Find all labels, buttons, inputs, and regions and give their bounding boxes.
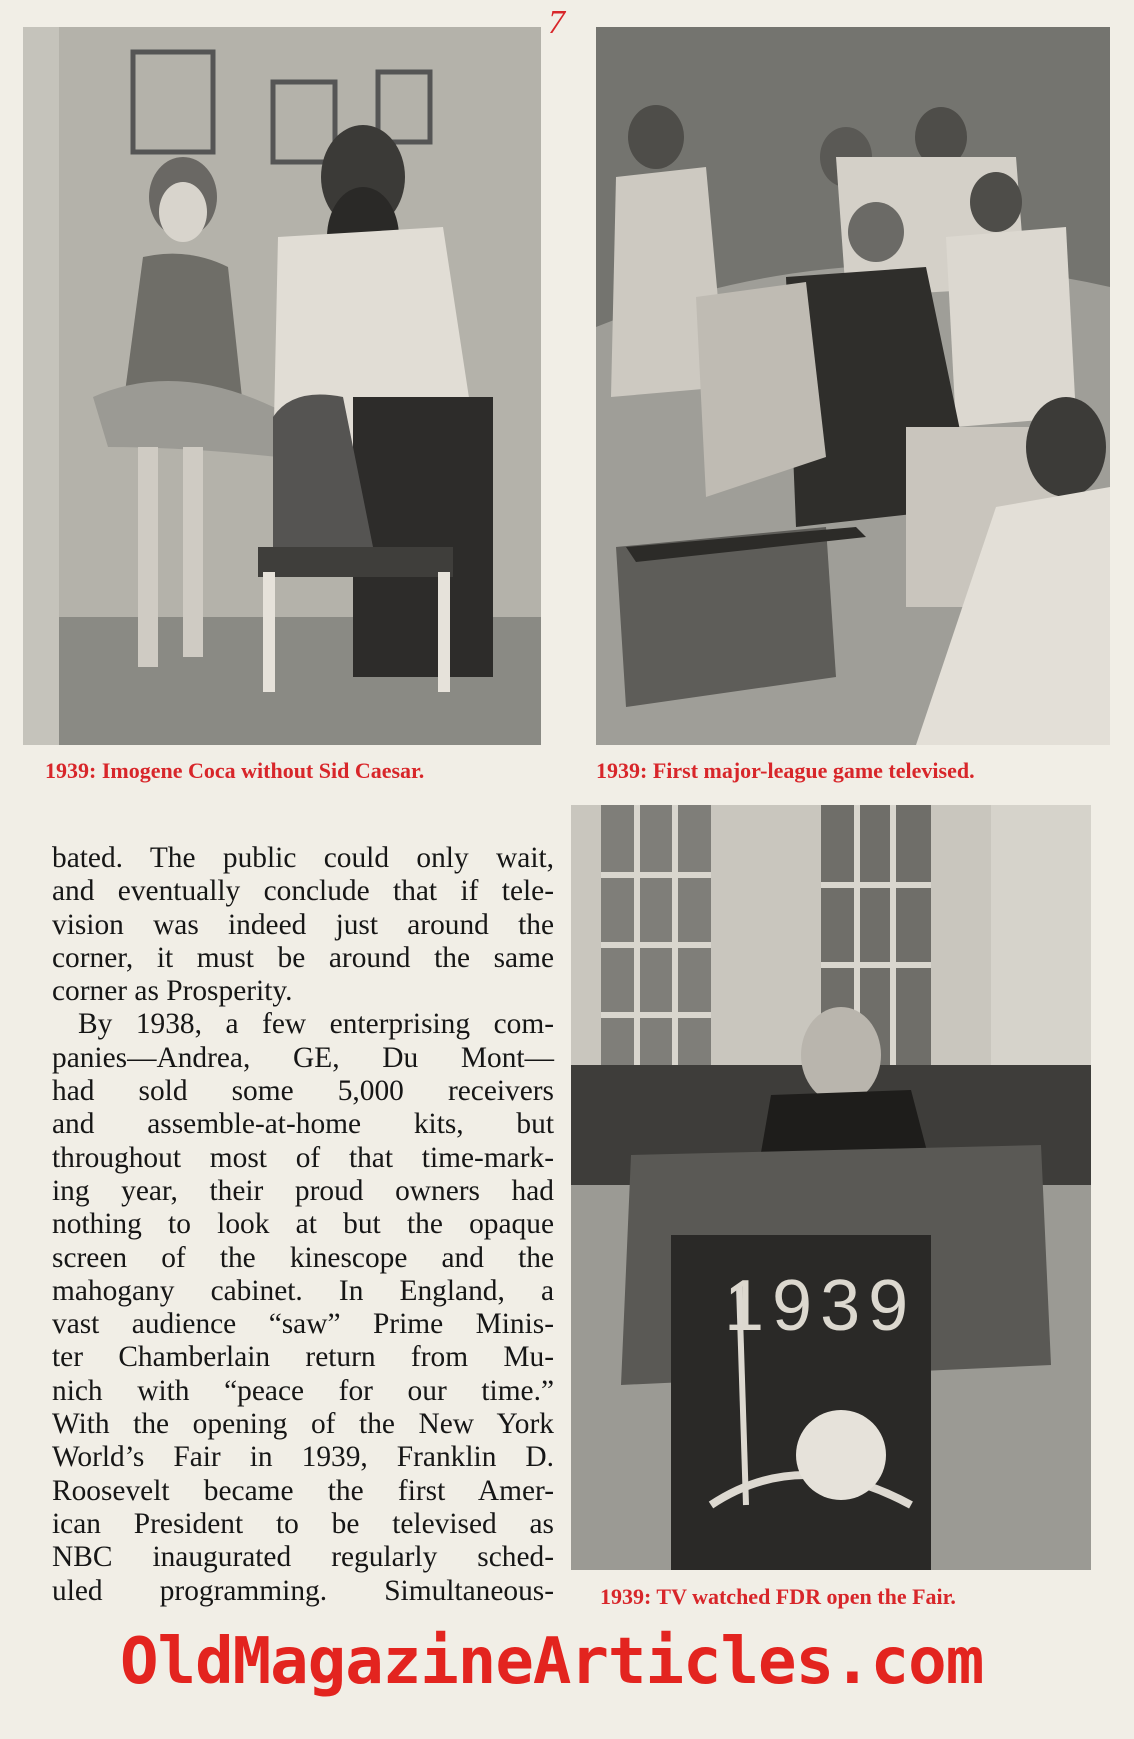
- article-line: With the opening of the New York: [52, 1408, 554, 1441]
- podium-year: 1939: [724, 1266, 917, 1346]
- page-number: 7: [548, 4, 565, 41]
- article-line: corner, it must be around the same: [52, 941, 554, 974]
- article-line: Roosevelt became the first Amer-: [52, 1474, 554, 1507]
- article-line: and eventually conclude that if tele-: [52, 875, 554, 908]
- photo-fdr-worlds-fair: [571, 805, 1091, 1570]
- article-line: screen of the kinescope and the: [52, 1241, 554, 1274]
- article-line: nothing to look at but the opaque: [52, 1208, 554, 1241]
- article-line: NBC inaugurated regularly sched-: [52, 1541, 554, 1574]
- site-watermark: OldMagazineArticles.com: [120, 1625, 984, 1699]
- article-line: nich with “peace for our time.”: [52, 1374, 554, 1407]
- photo-imogene-coca: [23, 27, 541, 745]
- article-line: By 1938, a few enterprising com-: [78, 1008, 554, 1041]
- caption-fdr: 1939: TV watched FDR open the Fair.: [600, 1584, 956, 1609]
- article-line: uled programming. Simultaneous-: [52, 1574, 554, 1607]
- article-line: ing year, their proud owners had: [52, 1174, 554, 1207]
- article-body: [52, 842, 554, 1608]
- article-line: panies—Andrea, GE, Du Mont—: [52, 1041, 554, 1074]
- photo-baseball-game: [596, 27, 1110, 745]
- article-line: corner as Prosperity.: [52, 975, 293, 1008]
- article-line: ter Chamberlain return from Mu-: [52, 1341, 554, 1374]
- photo-fdr-illustration: [571, 805, 1091, 1570]
- article-line: vision was indeed just around the: [52, 908, 554, 941]
- caption-imogene-coca: 1939: Imogene Coca without Sid Caesar.: [45, 758, 425, 783]
- article-line: throughout most of that time-mark-: [52, 1141, 554, 1174]
- article-line: had sold some 5,000 receivers: [52, 1075, 554, 1108]
- article-line: vast audience “saw” Prime Minis-: [52, 1308, 554, 1341]
- article-line: mahogany cabinet. In England, a: [52, 1274, 554, 1307]
- photo-coca-illustration: [23, 27, 541, 745]
- article-line: bated. The public could only wait,: [52, 842, 554, 874]
- article-line: and assemble-at-home kits, but: [52, 1108, 554, 1141]
- article-line: World’s Fair in 1939, Franklin D.: [52, 1441, 554, 1474]
- article-line: ican President to be televised as: [52, 1507, 554, 1540]
- caption-baseball: 1939: First major-league game televised.: [596, 758, 975, 783]
- photo-baseball-illustration: [596, 27, 1110, 745]
